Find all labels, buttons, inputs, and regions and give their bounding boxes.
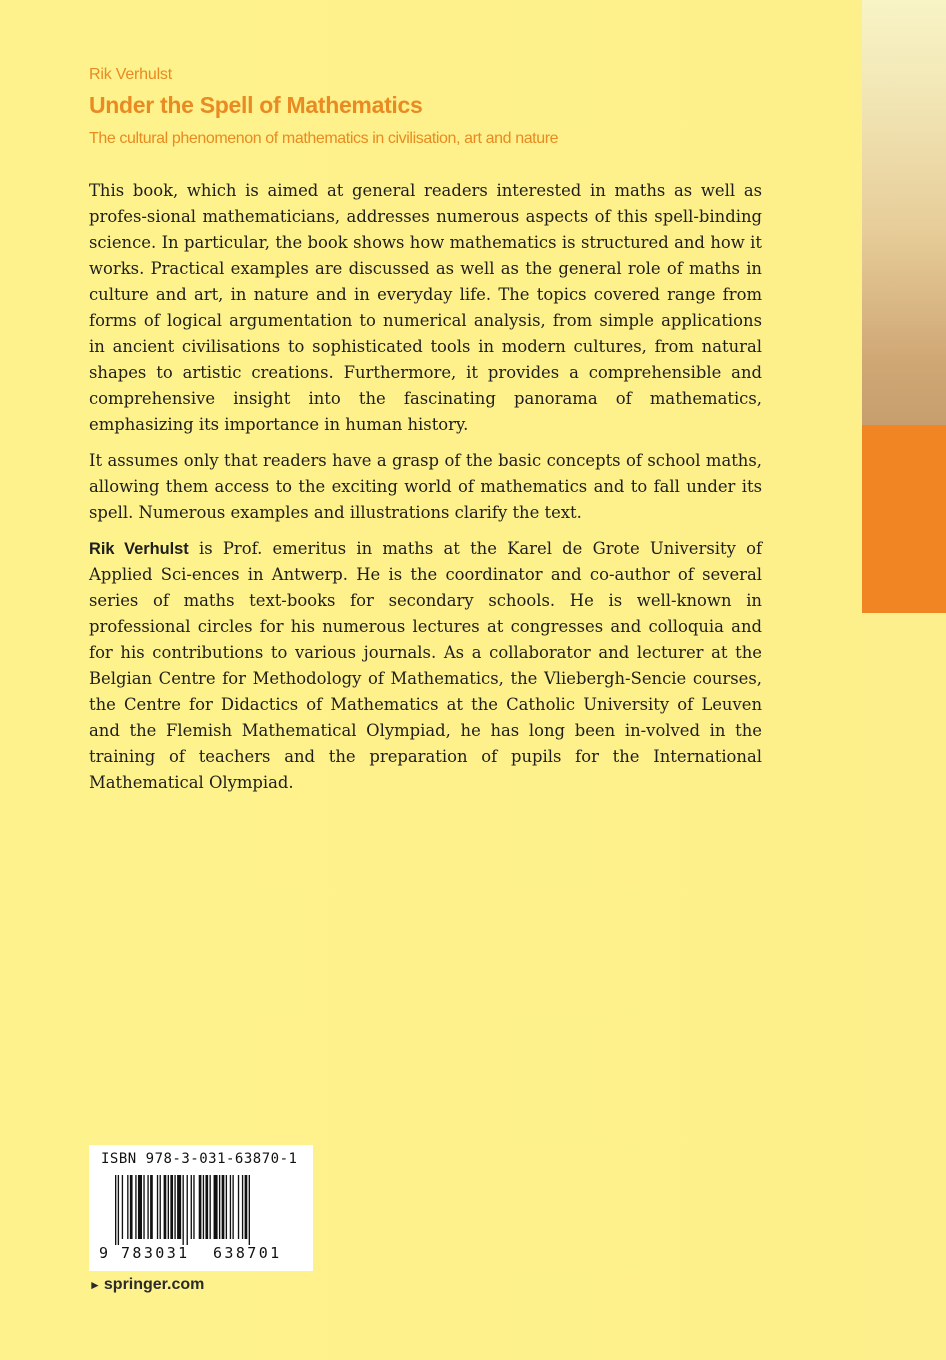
publisher-url: springer.com [103, 1276, 205, 1293]
barcode-bar [193, 1175, 194, 1239]
barcode-bar [222, 1175, 225, 1239]
barcode-bar [183, 1175, 184, 1245]
book-subtitle: The cultural phenomenon of mathematics in civilisation, art and nature [89, 130, 559, 147]
publisher-link[interactable] [89, 1276, 204, 1294]
barcode-bar [118, 1175, 119, 1245]
arrow-icon: ► [89, 1278, 101, 1292]
barcode-bar [205, 1175, 208, 1239]
author-name: Rik Verhulst [89, 66, 172, 83]
book-title: Under the Spell of Mathematics [89, 92, 423, 118]
barcode-box [89, 1145, 313, 1271]
barcode-bar [199, 1175, 202, 1239]
author-bio [89, 536, 762, 796]
barcode-bar [147, 1175, 148, 1239]
barcode-bar [160, 1175, 161, 1239]
barcode-bar [170, 1175, 173, 1239]
barcode-bar [230, 1175, 231, 1239]
barcode-bar [143, 1175, 144, 1239]
barcode-bar [203, 1175, 204, 1239]
barcode-bars [115, 1175, 303, 1245]
bio-text: is Prof. emeritus in maths at the Karel de Grote University of Applied Sci-ences in Antwerp. He is the coordinator and co-author of several series of maths text-books for secondary schools. He is well-known in professional circles for his numerous lectures at congresses and colloquia and for his contributions to various journals. As a collaborator and lecturer at the Belgian Centre for Methodology of Mathematics, the Vliebergh-Sencie courses, the Centre for Didactics of Mathematics at the Catholic University of Leuven and the Flemish Mathematical Olympiad, he has long been in-volved in the training of teachers and the preparation of pupils for the International Mathematical Olympiad. [89, 539, 763, 792]
barcode-bar [168, 1175, 169, 1239]
barcode-bar [157, 1175, 158, 1239]
barcode-bar [238, 1175, 239, 1239]
ean-left-digits: 783031 [121, 1244, 190, 1262]
description-paragraph-2: It assumes only that readers have a grasp of the basic concepts of school maths, allowing them access to the exciting world of mathematics and to fall under its spell. Numerous examples and illustrations clarify the text. [89, 451, 762, 522]
spine-gradient-block [862, 0, 946, 425]
barcode-bar [135, 1175, 136, 1239]
barcode-bar [219, 1175, 220, 1239]
barcode-bar [138, 1175, 142, 1239]
barcode-bar [191, 1175, 192, 1239]
isbn-label: ISBN 978-3-031-63870-1 [101, 1151, 298, 1167]
barcode-bar [232, 1175, 233, 1239]
spine-orange-block [862, 425, 946, 613]
barcode-bar [242, 1175, 243, 1239]
barcode-bar [122, 1175, 123, 1239]
barcode-bar [249, 1175, 250, 1245]
barcode-bar [245, 1175, 248, 1239]
barcode-bar [214, 1175, 218, 1239]
barcode-bar [210, 1175, 211, 1239]
barcode-bar [164, 1175, 167, 1239]
barcode-bar [177, 1175, 181, 1239]
ean-right-digits: 638701 [213, 1244, 282, 1262]
barcode-bar [150, 1175, 153, 1239]
barcode-bar [187, 1175, 188, 1245]
bio-author-name: Rik Verhulst [89, 540, 189, 558]
ean-first-digit: 9 [99, 1244, 109, 1262]
description-block [89, 178, 762, 806]
barcode-bar [130, 1175, 133, 1239]
barcode-bar [127, 1175, 128, 1239]
barcode-bar [115, 1175, 116, 1245]
barcode-bar [226, 1175, 227, 1239]
barcode-bar [174, 1175, 175, 1239]
description-paragraph-1: This book, which is aimed at general readers interested in maths as well as profes-sional mathematicians, addresses numerous aspects of this spell-binding science. In particular, the book shows how mathematics is structured and how it works. Practical examples are discussed as well as the general role of maths in culture and art, in nature and in everyday life. The topics covered range from forms of logical argumentation to numerical analysis, from simple applications in ancient civilisations to sophisticated tools in modern cultures, from natural shapes to artistic creations. Furthermore, it provides a comprehensible and comprehensive insight into the fascinating panorama of mathematics, emphasizing its importance in human history. [89, 181, 762, 434]
